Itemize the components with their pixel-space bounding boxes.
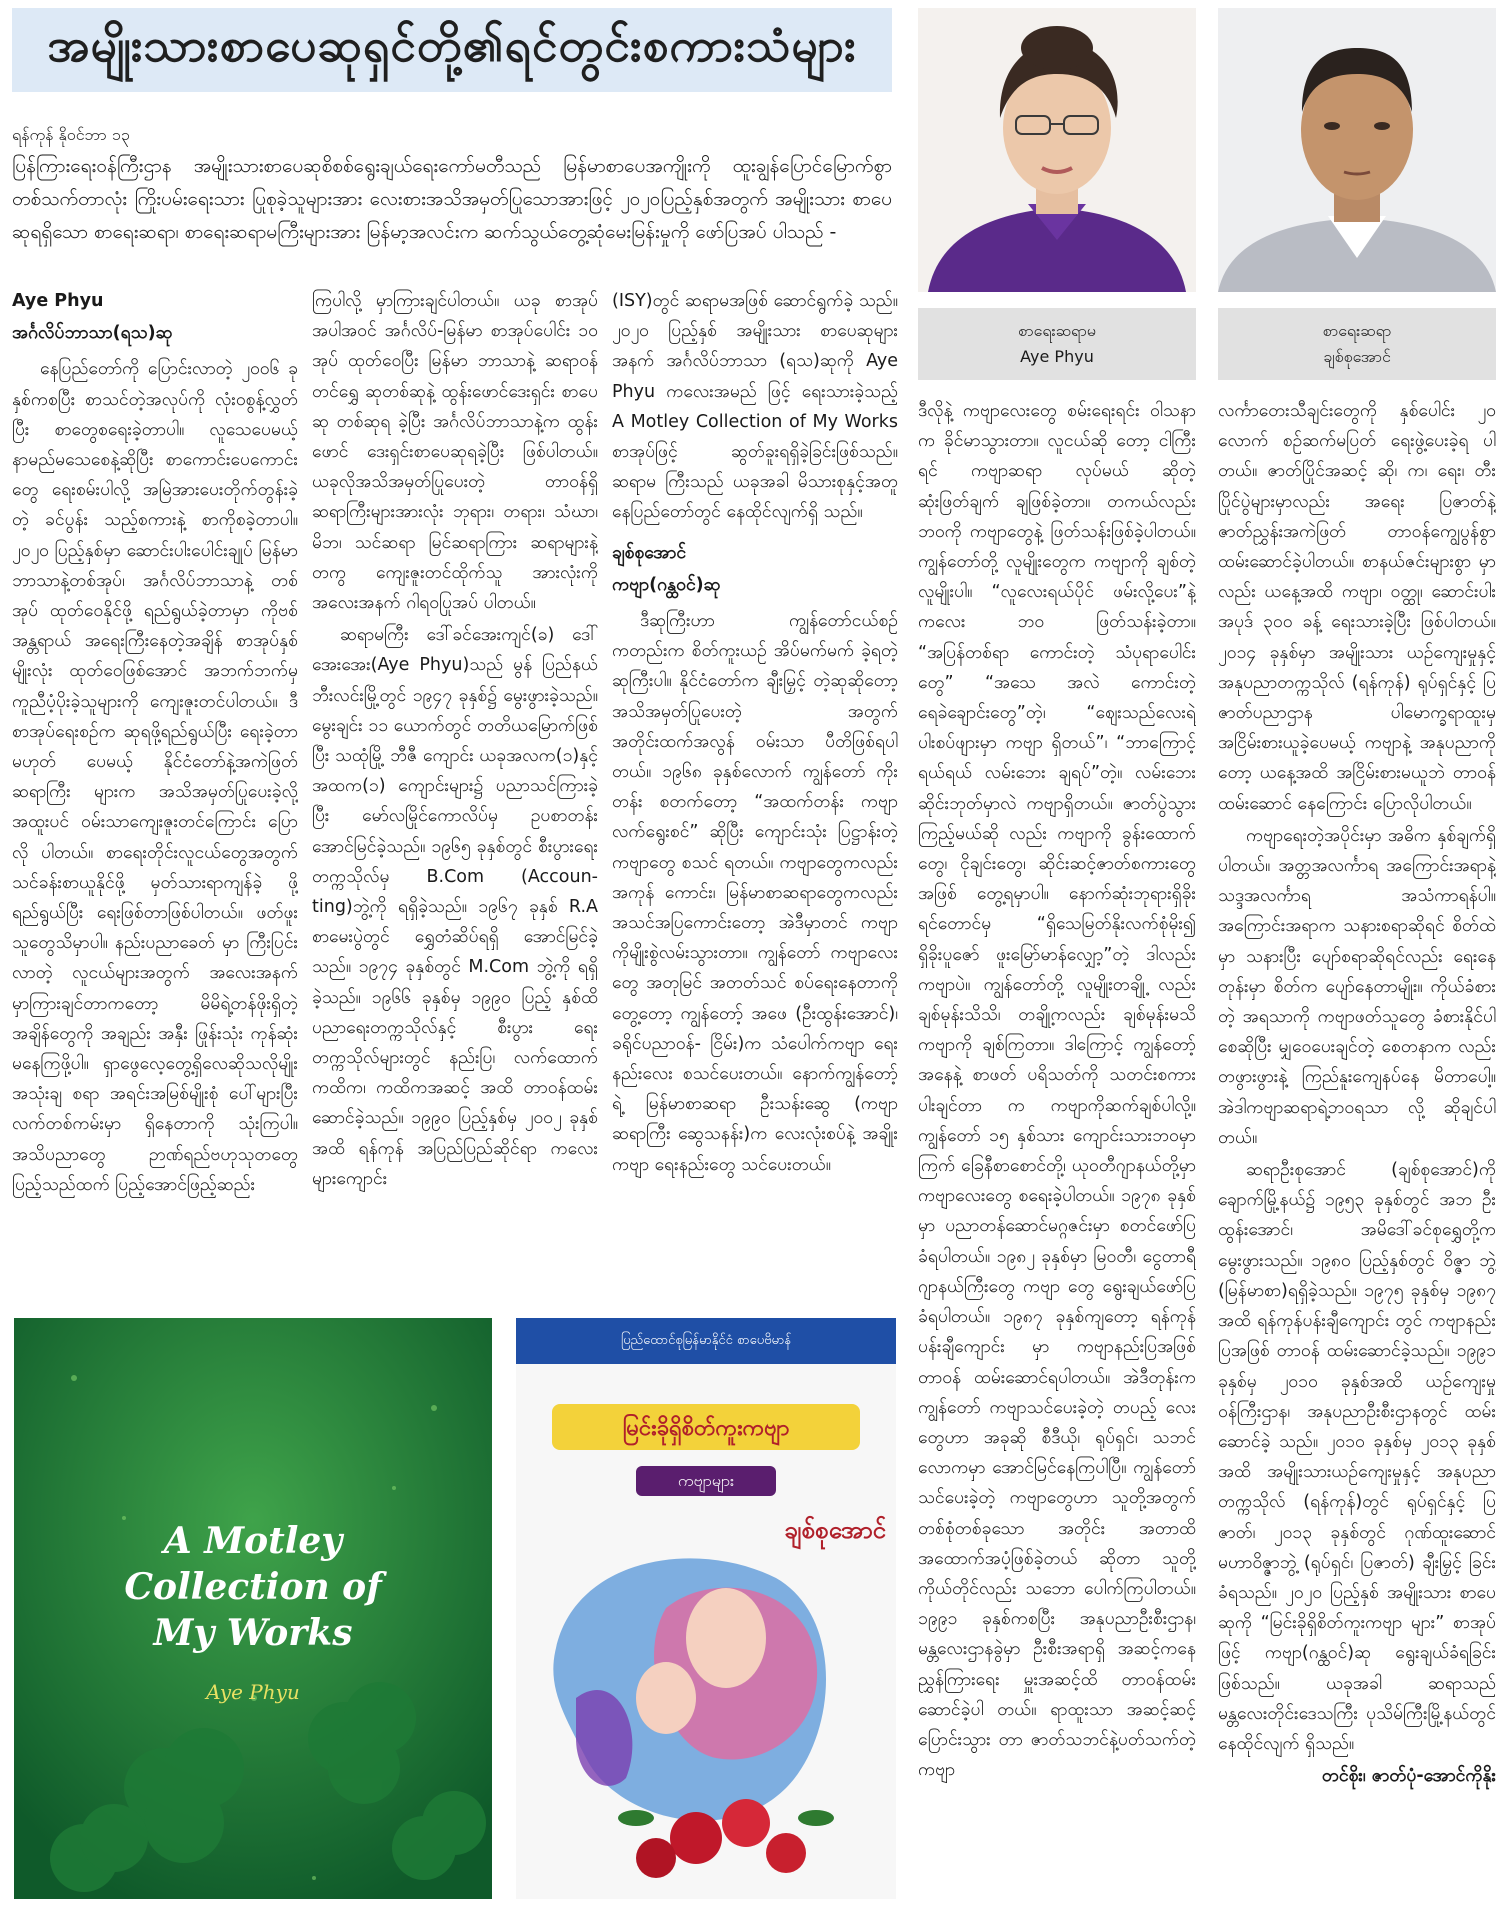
caption-role: စာရေးဆရာ bbox=[1322, 321, 1392, 340]
dateline: ရန်ကုန် နိုဝင်ဘာ ၁၃ bbox=[12, 125, 130, 144]
article-column-2 bbox=[312, 286, 598, 1296]
book1-title bbox=[14, 1518, 492, 1656]
caption-name: Aye Phyu bbox=[1020, 347, 1094, 366]
book2-publisher: ပြည်ထောင်စုမြန်မာနိုင်ငံ စာပေဗိမာန် bbox=[620, 1333, 792, 1348]
caption-role: စာရေးဆရာမ bbox=[1018, 321, 1096, 340]
portrait-aye-phyu bbox=[918, 8, 1196, 292]
paragraph: နေပြည်တော်ကို ပြောင်းလာတဲ့ ၂၀၀၆ ခုနှစ်ကစပြီး စာသင်တဲ့အလုပ်ကို လုံးဝစွန့်လွှတ်ပြီး စာတွေစရေးခဲ့တာပါ။ လူသေပေမယ့် နာမည်မသေစေနဲ့ဆိုပြီး စာကောင်းပေကောင်းတွေ ရေးစမ်းပါလို့ အမြဲအားပေးတိုက်တွန်းခဲ့တဲ့ ခင်ပွန်း သည့်စကားနဲ့ စာကိုစခဲ့တာပါ။ ၂၀၂၀ ပြည့်နှစ်မှာ ဆောင်းပါးပေါင်းချုပ် မြန်မာ ဘာသာနဲ့တစ်အုပ်၊ အင်္ဂလိပ်ဘာသာနဲ့ တစ်အုပ် ထုတ်ဝေနိုင်ဖို့ ရည်ရွယ်ခဲ့တာမှာ ကိုဗစ်အန္တရာယ် အရေးကြီးနေတဲ့အချိန် စာအုပ်နှစ်မျိုးလုံး ထုတ်ဝေဖြစ်အောင် အဘက်ဘက်မှ ကူညီပံ့ပိုးခဲ့သူများကို ကျေးဇူးတင်ပါတယ်။ ဒီစာအုပ်ရေးစဉ်က ဆုရဖို့ရည်ရွယ်ပြီး ရေးခဲ့တာ မဟုတ် ပေမယ့် နိုင်ငံတော်နဲ့အကဲဖြတ်ဆရာကြီး များက အသိအမှတ်ပြုပေးခဲ့လို့ အထူးပင် ဝမ်းသာကျေးဇူးတင်ကြောင်း ပြောလို ပါတယ်။ စာရေးတိုင်းလူငယ်တွေအတွက် သင်ခန်းစာယူနိုင်ဖို့ မှတ်သားရာကျန်ခဲ့ ဖို့ ရည်ရွယ်ပြီး ရေးဖြစ်တာဖြစ်ပါတယ်။ ဖတ်ဖူးသူတွေသိမှာပါ။ နည်းပညာခေတ် မှာ ကြီးပြင်းလာတဲ့ လူငယ်များအတွက် အလေးအနက် မှာကြားချင်တာကတော့ မိမိရဲ့တန်ဖိုးရှိတဲ့အချိန်တွေကို အချည်း အနှီး ဖြုန်းသုံး ကုန်ဆုံးမနေကြဖို့ပါ။ ရှာဖွေလေ့တွေ့ရှိလေဆိုသလိုမျိုး အသုံးချ စရာ အရင်းအမြစ်မျိုးစုံ ပေါ်များပြီး လက်တစ်ကမ်းမှာ ရှိနေတာကို သုံးကြပါ။ အသိပညာတွေ ဉာဏ်ရည်ဗဟုသုတတွေ ပြည့်သည်ထက် ပြည့်အောင်ဖြည့်ဆည်း bbox=[12, 359, 298, 1195]
lede-paragraph: ပြန်ကြားရေးဝန်ကြီးဌာန အမျိုးသားစာပေဆုစိစစ်ရွေးချယ်ရေးကော်မတီသည် မြန်မာစာပေအကျိုးကို ထူးချွန်ပြောင်မြောက်စွာ တစ်သက်တာလုံး ကြိုးပမ်းရေးသား ပြုစုခဲ့သူများအား လေးစားအသိအမှတ်ပြုသောအားဖြင့် ၂၀၂၀ပြည့်နှစ်အတွက် အမျိုးသား စာပေဆုရရှိသော စာရေးဆရာ၊ စာရေးဆရာမကြီးများအား မြန်မာ့အလင်းက ဆက်သွယ်တွေ့ဆုံမေးမြန်းမှုကို ဖော်ပြအပ် ပါသည် - bbox=[12, 155, 892, 243]
article-column-4 bbox=[918, 396, 1196, 1896]
caption-chit-su-aung bbox=[1218, 308, 1496, 380]
book1-title-line: My Works bbox=[153, 1612, 353, 1654]
paragraph: ဒီလိုနဲ့ ကဗျာလေးတွေ စမ်းရေးရင်း ဝါသနာက ခိုင်မာသွားတာ။ လူငယ်ဆို တော့ ငါကြီးရင် ကဗျာဆရာ လုပ်မယ် ဆိုတဲ့ ဆုံးဖြတ်ချက် ချဖြစ်ခဲ့တာ။ တကယ်လည်း ဘဝကို ကဗျာတွေနဲ့ ဖြတ်သန်းဖြစ်ခဲ့ပါတယ်။ ကျွန်တော်တို့ လူမျိုးတွေက ကဗျာကို ချစ်တဲ့လူမျိုးပါ။ “လူလေးရယ်ပိုင် ဖမ်းလို့ပေး”နဲ့ ကလေး ဘဝ ဖြတ်သန်းခဲ့တာ။ “အပြန်တစ်ရာ ကောင်းတဲ့ သံပုရာပေါင်းတွေ” “အသေ အလဲ ကောင်းတဲ့ ရေခဲချောင်းတွေ”တဲ့၊ “ဈေးသည်လေးရဲ့ ပါးစပ်ဖျားမှာ ကဗျာ ရှိတယ်”၊ “ဘာကြောင့်ရယ်ရယ် လမ်းဘေး ချရပ်”တဲ့။ လမ်းဘေးဆိုင်းဘုတ်မှာလဲ ကဗျာရှိတယ်။ ဇာတ်ပွဲသွားကြည့်မယ်ဆို လည်း ကဗျာကို ခွန်းထောက်တွေ၊ ငိုချင်းတွေ၊ ဆိုင်းဆင့်ဇာတ်စကားတွေ အဖြစ် တွေ့ရမှာပါ။ နောက်ဆုံးဘုရားရှိခိုး ရင်တောင်မှ “ရှိသေမြတ်နိုးလက်စုံမိုး၍ ရှိခိုးပူဇော် ဖူးမြော်မာန်လျှော့”တဲ့ ဒါလည်း ကဗျာပဲ။ ကျွန်တော်တို့ လူမျိုးတချို့ လည်း ချစ်မုန်းသိသိ၊ တချို့ကလည်း ချစ်မုန်းမသိ ကဗျာကို ချစ်ကြတာ။ ဒါကြောင့် ကျွန်တော့်အနေနဲ့ စာဖတ် ပရိသတ်ကို သတင်းစကားပါးချင်တာ က ကဗျာကိုဆက်ချစ်ပါလို့။ ကျွန်တော် ၁၅ နှစ်သား ကျောင်းသားဘဝမှာ ကြက် ခြေနီစာစောင်တို့၊ ယုဝတီဂျာနယ်တို့မှာ ကဗျာလေးတွေ စရေးခဲ့ပါတယ်။ ၁၉၇၈ ခုနှစ်မှာ ပညာတန်ဆောင်မဂ္ဂဇင်းမှာ စတင်ဖော်ပြခံရပါတယ်။ ၁၉၈၂ ခုနှစ်မှာ မြဝတီ၊ ငွေတာရီဂျာနယ်ကြီးတွေ ကဗျာ တွေ ရွေးချယ်ဖော်ပြခံရပါတယ်။ ၁၉၈၇ ခုနှစ်ကျတော့ ရန်ကုန်ပန်းချီကျောင်း မှာ ကဗျာနည်းပြအဖြစ် တာဝန် ထမ်းဆောင်ရပါတယ်။ အဲဒီတုန်းက ကျွန်တော် ကဗျာသင်ပေးခဲ့တဲ့ တပည့် လေးတွေဟာ အခုဆို စီဒီယို၊ ရုပ်ရှင်၊ သဘင်လောကမှာ အောင်မြင်နေကြပါပြီ။ ကျွန်တော်သင်ပေးခဲ့တဲ့ ကဗျာတွေဟာ သူတို့အတွက် တစ်စုံတစ်ခုသော အတိုင်း အတာထိ အထောက်အပံ့ဖြစ်ခဲ့တယ် ဆိုတာ သူတို့ကိုယ်တိုင်လည်း သဘော ပေါက်ကြပါတယ်။ ၁၉၉၁ ခုနှစ်ကစပြီး အနုပညာဦးစီးဌာန၊ မန္တလေးဌာနခွဲမှာ ဦးစီးအရာရှိ အဆင့်ကနေ ညွှန်ကြားရေး မှူးအဆင့်ထိ တာဝန်ထမ်းဆောင်ခဲ့ပါ တယ်။ ရာထူးသာ အဆင့်ဆင့်ပြောင်းသွား တာ ဇာတ်သဘင်နဲ့ပတ်သက်တဲ့ ကဗျာ bbox=[918, 401, 1196, 1781]
paragraph: ဆရာဦးစုအောင် (ချစ်စုအောင်)ကို ချောက်မြို့နယ်၌ ၁၉၅၃ ခုနှစ်တွင် အဘ ဦးထွန်းအောင်၊ အမိဒေါ်ခင်စုရွှေတို့က မွေးဖွားသည်။ ၁၉၈၀ ပြည့်နှစ်တွင် ဝိဇ္ဇာ ဘွဲ့ (မြန်မာစာ)ရရှိခဲ့သည်။ ၁၉၇၅ ခုနှစ်မှ ၁၉၈၇ အထိ ရန်ကုန်ပန်းချီကျောင်း တွင် ကဗျာနည်းပြအဖြစ် တာဝန် ထမ်းဆောင်ခဲ့သည်။ ၁၉၉၁ ခုနှစ်မှ ၂၀၁၀ ခုနှစ်အထိ ယဉ်ကျေးမှုဝန်ကြီးဌာန၊ အနုပညာဦးစီးဌာနတွင် ထမ်းဆောင်ခဲ့ သည်။ ၂၀၁၀ ခုနှစ်မှ ၂၀၁၃ ခုနှစ်အထိ အမျိုးသားယဉ်ကျေးမှုနှင့် အနုပညာ တက္ကသိုလ် (ရန်ကုန်)တွင် ရုပ်ရှင်နှင့် ပြဇာတ်၊ ၂၀၁၃ ခုနှစ်တွင် ဂုဏ်ထူးဆောင် မဟာဝိဇ္ဇာဘွဲ့ (ရုပ်ရှင်၊ ပြဇာတ်) ချီးမြှင့် ခြင်းခံရသည်။ ၂၀၂၀ ပြည့်နှစ် အမျိုးသား စာပေဆုကို “မြင်းခိုရှိစိတ်ကူးကဗျာ များ” စာအုပ်ဖြင့် ကဗျာ(ဂန္ထဝင်)ဆု ရွေးချယ်ခံရခြင်း ဖြစ်သည်။ ယခုအခါ ဆရာသည် မန္တလေးတိုင်းဒေသကြီး ပုသိမ်ကြီးမြို့နယ်တွင် နေထိုင်လျက် ရှိသည်။ bbox=[1218, 1160, 1496, 1754]
signoff: တင်စိုး၊ ဇာတ်ပုံ-အောင်ကိုနိုး bbox=[1321, 1766, 1496, 1787]
headline-banner bbox=[12, 8, 892, 92]
headline: အမျိုးသားစာပေဆုရှင်တို့၏ရင်တွင်းစကားသံများ bbox=[47, 17, 857, 72]
paragraph: ကြပါလို့ မှာကြားချင်ပါတယ်။ ယခု စာအုပ်အပါအဝင် အင်္ဂလိပ်-မြန်မာ စာအုပ်ပေါင်း ၁၀ အုပ် ထုတ်ဝေပြီး မြန်မာ ဘာသာနဲ့ ဆရာဝန်တင်ရွှေ ဆုတစ်ဆုနဲ့ ထွန်းဖောင်ဒေးရှင်း စာပေဆု တစ်ဆုရ ခဲ့ပြီး အင်္ဂလိပ်ဘာသာနဲ့က ထွန်းဖောင် ဒေးရှင်းစာပေဆုရခဲ့ပြီး ဖြစ်ပါတယ်။ ယခုလိုအသိအမှတ်ပြုပေးတဲ့ တာဝန်ရှိ ဆရာကြီးများအားလုံး ဘုရား၊ တရား၊ သံဃာ၊ မိဘ၊ သင်ဆရာ မြင်ဆရာကြား ဆရာများနဲ့တကွ ကျေးဇူးတင်ထိုက်သူ အားလုံးကို အလေးအနက် ဂါရဝပြုအပ် ပါတယ်။ bbox=[312, 291, 598, 614]
paragraph: ဆရာမကြီး ဒေါ်ခင်အေးကျင်(ခ) ဒေါ်အေးအေး(Aye Phyu)သည် မွန် ပြည်နယ် ဘီးလင်းမြို့တွင် ၁၉၄၇ ခုနှစ်၌ မွေးဖွားခဲ့သည်။ မွေးချင်း ၁၁ ယောက်တွင် တတိယမြောက်ဖြစ်ပြီး သထုံမြို့ ဘီဇီ ကျောင်း ယခုအလက(၁)နှင့် အထက(၁) ကျောင်းများ၌ ပညာသင်ကြားခဲ့ပြီး မော်လမြိုင်ကောလိပ်မှ ဥပစာတန်း အောင်မြင်ခဲ့သည်။ ၁၉၆၅ ခုနှစ်တွင် စီးပွားရေးတက္ကသိုလ်မှ B.Com (Accoun- ting)ဘွဲ့ကို ရရှိခဲ့သည်။ ၁၉၆၇ ခုနှစ် R.A စာမေးပွဲတွင် ရွှေတံဆိပ်ရရှိ အောင်မြင်ခဲ့ သည်။ ၁၉၇၄ ခုနှစ်တွင် M.Com ဘွဲ့ကို ရရှိခဲ့သည်။ ၁၉၆၆ ခုနှစ်မှ ၁၉၉၀ ပြည့် နှစ်ထိ ပညာရေးတက္ကသိုလ်နှင့် စီးပွား ရေး တက္ကသိုလ်များတွင် နည်းပြ၊ လက်ထောက်ကထိက၊ ကထိကအဆင့် အထိ တာဝန်ထမ်းဆောင်ခဲ့သည်။ ၁၉၉၀ ပြည့်နှစ်မှ ၂၀၀၂ ခုနှစ်အထိ ရန်ကုန် အပြည်ပြည်ဆိုင်ရာ ကလေးများကျောင်း bbox=[312, 625, 598, 1189]
caption-name: ချစ်စုအောင် bbox=[1323, 347, 1391, 366]
book1-title-line: A Motley bbox=[163, 1520, 343, 1562]
portrait-aye-phyu-image bbox=[918, 8, 1196, 292]
book2-author: ချစ်စုအောင် bbox=[784, 1516, 886, 1544]
byline-name: Aye Phyu bbox=[12, 291, 104, 311]
byline-category: ကဗျာ(ဂန္ထဝင်)ဆု bbox=[612, 574, 721, 595]
byline-name: ချစ်စုအောင် bbox=[612, 542, 687, 563]
paragraph: ကဗျာရေးတဲ့အပိုင်းမှာ အဓိက နှစ်ချက်ရှိပါတယ်။ အတ္တအလင်္ကာရ အကြောင်းအရာနဲ့ သဒ္ဒအလင်္ကာရ အသံကာရန်ပါ။ အကြောင်းအရာက သနားစရာဆိုရင် စိတ်ထဲမှာ သနားပြီး ပျော်စရာဆိုရင်လည်း ရေးနေတုန်းမှာ စိတ်က ပျော်နေတာမျိုး။ ကိုယ်ခံစားတဲ့ အရသာကို ကဗျာဖတ်သူတွေ ခံစားနိုင်ပါ စေဆိုပြီး မျှဝေပေးချင်တဲ့ စေတနာက လည်း တဖွားဖွားနဲ့ ကြည်နူးကျေနပ်နေ မိတာပေါ့။ အဲဒါကဗျာဆရာရဲ့ဘဝရသာ လို့ ဆိုချင်ပါတယ်။ bbox=[1218, 825, 1496, 1148]
book-cover-motley-collection bbox=[14, 1318, 492, 1899]
article-column-1 bbox=[12, 286, 298, 1296]
article-column-5 bbox=[1218, 396, 1496, 1896]
book1-author: Aye Phyu bbox=[206, 1680, 300, 1704]
book-cover-myin-khoe bbox=[516, 1318, 896, 1899]
paragraph: လင်္ကာတေးသီချင်းတွေကို နှစ်ပေါင်း ၂၀ လောက် စဉ်ဆက်မပြတ် ရေးဖွဲ့ပေးခဲ့ရ ပါတယ်။ ဇာတ်ပြိုင်အဆင့် ဆို၊ က၊ ရေး၊ တီး ပြိုင်ပွဲများမှာလည်း အရေး ပြဇာတ်နဲ့ ဇာတ်ညွှန်းအကဲဖြတ် တာဝန်ကျွေပွန်စွာ ထမ်းဆောင်ခဲ့ပါတယ်။ စာနယ်ဇင်းများစွာ မှာလည်း ယနေ့အထိ ကဗျာ၊ ဝတ္ထု၊ ဆောင်းပါး အပုဒ် ၃၀၀ ခန့် ရေးသားခဲ့ပြီး ဖြစ်ပါတယ်။ ၂၀၁၄ ခုနှစ်မှာ အမျိုးသား ယဉ်ကျေးမှုနှင့် အနုပညာတက္ကသိုလ် (ရန်ကုန်) ရုပ်ရှင်နှင့် ပြဇာတ်ပညာဌာန ပါမောက္ခရာထူးမှ အငြိမ်းစားယူခဲ့ပေမယ့် ကဗျာနဲ့ အနုပညာကိုတော့ ယနေ့အထိ အငြိမ်းစားမယူဘဲ တာဝန်ထမ်းဆောင် နေကြောင်း ပြောလိုပါတယ်။ bbox=[1218, 401, 1496, 814]
book1-title-line: Collection of bbox=[124, 1566, 382, 1608]
caption-aye-phyu bbox=[918, 308, 1196, 380]
book2-subtitle: ကဗျာများ bbox=[677, 1471, 735, 1490]
paragraph: (ISY)တွင် ဆရာမအဖြစ် ဆောင်ရွက်ခဲ့ သည်။ ၂၀၂၀ ပြည့်နှစ် အမျိုးသား စာပေဆုများအနက် အင်္ဂလိပ်ဘာသာ (ရသ)ဆုကို Aye Phyu ကလေးအမည် ဖြင့် ရေးသားခဲ့သည့် A Motley Collection of My Works စာအုပ်ဖြင့် ဆွတ်ခူးရရှိခဲ့ခြင်းဖြစ်သည်။ ဆရာမ ကြီးသည် ယခုအခါ မိသားစုနှင့်အတူ နေပြည်တော်တွင် နေထိုင်လျက်ရှိ သည်။ bbox=[612, 291, 898, 523]
byline-category: အင်္ဂလိပ်ဘာသာ(ရသ)ဆု bbox=[12, 323, 173, 344]
paragraph: ဒီဆုကြီးဟာ ကျွန်တော်ငယ်စဉ် ကတည်းက စိတ်ကူးယဉ် အိပ်မက်မက် ခဲ့ရတဲ့ ဆုကြီးပါ။ နိုင်ငံတော်က ချီးမြှင့် တဲ့ဆုဆိုတော့ အသိအမှတ်ပြုပေးတဲ့ အတွက် အတိုင်းထက်အလွန် ဝမ်းသာ ပီတိဖြစ်ရပါတယ်။ ၁၉၆၈ ခုနှစ်လောက် ကျွန်တော် ကိုးတန်း စတက်တော့ “အထက်တန်း ကဗျာလက်ရွေးစင်” ဆိုပြီး ကျောင်းသုံး ပြဋ္ဌာန်းတဲ့ကဗျာတွေ စသင် ရတယ်။ ကဗျာတွေကလည်း အကုန် ကောင်း၊ မြန်မာစာဆရာတွေကလည်း အသင်အပြကောင်းတော့ အဲဒီမှာတင် ကဗျာကိုမျိုးစွဲလမ်းသွားတာ။ ကျွန်တော် ကဗျာလေးတွေ အတုမြင် အတတ်သင် စပ်ရေးနေတာကိုတွေ့တော့ ကျွန်တော့် အဖေ (ဦးထွန်းအောင်)၊ ခရိုင်ပညာဝန်- ငြိမ်း)က သံပေါက်ကဗျာ ရေးနည်းလေး စသင်ပေးတယ်။ နောက်ကျွန်တော့်ရဲ့ မြန်မာစာဆရာ ဦးသန်းဆွေ (ကဗျာ ဆရာကြီး ဆွေသနန်း)က လေးလုံးစပ်နဲ့ အချိုးကဗျာ ရေးနည်းတွေ သင်ပေးတယ်။ bbox=[612, 611, 898, 1175]
portrait-chit-su-aung bbox=[1218, 8, 1496, 292]
book-cover-myin-khoe-art bbox=[516, 1318, 896, 1899]
portrait-chit-su-aung-image bbox=[1218, 8, 1496, 292]
book2-title: မြင်းခိုရှိစိတ်ကူးကဗျာ bbox=[622, 1416, 790, 1441]
article-column-3 bbox=[612, 286, 898, 1296]
